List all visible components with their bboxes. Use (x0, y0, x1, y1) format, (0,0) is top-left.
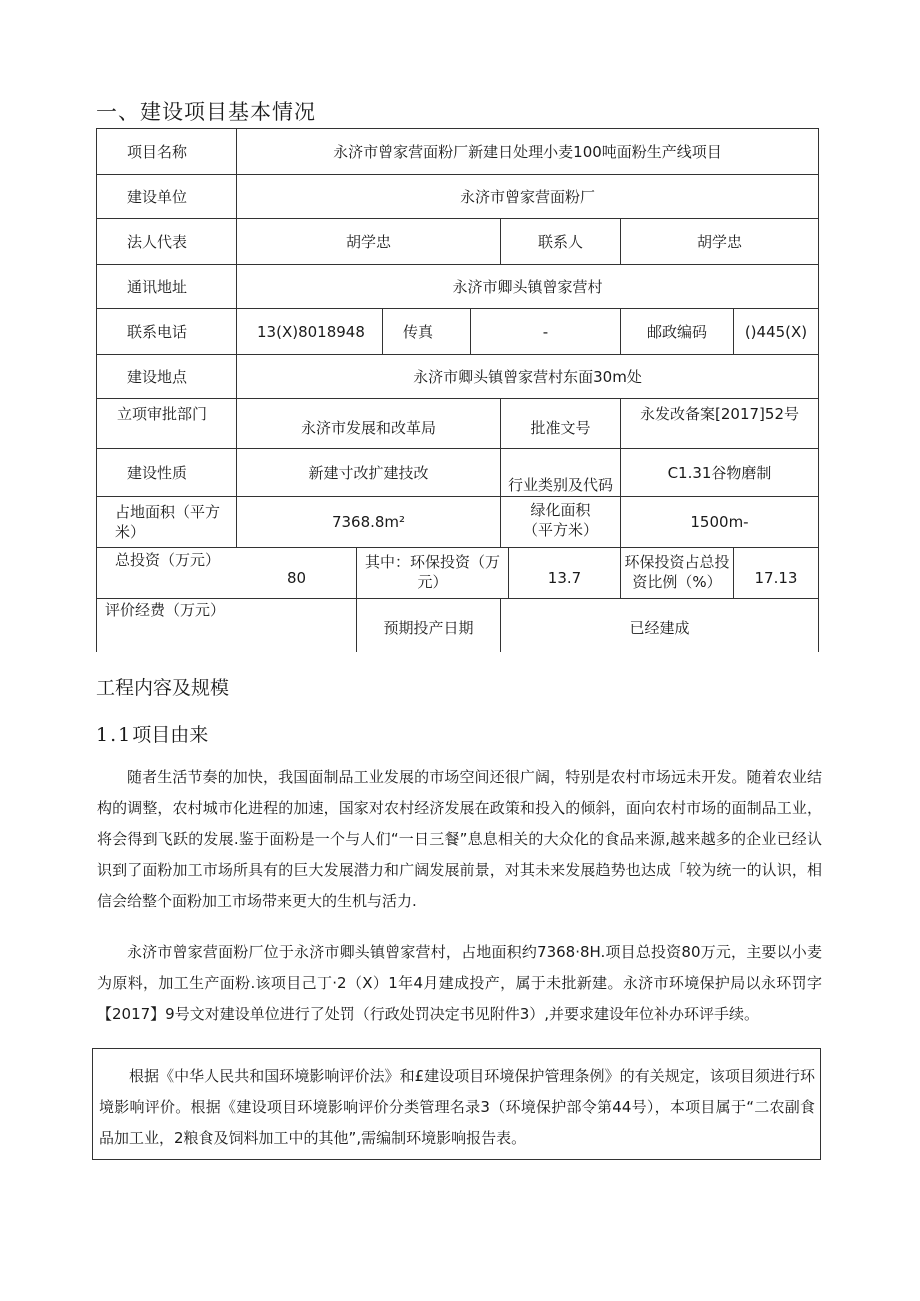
builder-value: 永济市曾家营面粉厂 (459, 187, 595, 206)
phone-label: 联系电话 (127, 322, 188, 341)
section2-title: 工程内容及规模 (96, 677, 230, 699)
green-label-line-1: 绿化面积 (530, 501, 591, 519)
phone-value: 13(X)8018948 (257, 322, 365, 341)
project-name-value: 永济市曾家营面粉厂新建日处理小麦100吨面粉生产线项目 (333, 142, 722, 161)
nature-label: 建设性质 (127, 463, 188, 482)
contact-value: 胡学忠 (696, 232, 742, 251)
project-name-label: 项目名称 (127, 142, 188, 161)
nature-value: 新建寸改扩建技改 (308, 463, 429, 482)
regulation-box (92, 1048, 821, 1160)
eval-fee-label: 评价经费（万元） (105, 601, 226, 619)
approval-no-value: 永发改备案[2017]52号 (640, 405, 799, 423)
subsection-number: 1.1 (96, 724, 133, 746)
green-label-line-2: （平方米） (522, 521, 598, 539)
address-label: 通讯地址 (127, 277, 188, 296)
area-label (97, 500, 236, 544)
postcode-label: 邮政编码 (646, 322, 707, 341)
area-value: 7368.8m² (331, 513, 406, 531)
industry-value: C1.31谷物磨制 (667, 463, 772, 482)
env-invest-label (357, 549, 508, 595)
paragraph-2: 永济市曾家营面粉厂位于永济市卿头镇曾家营村，占地面积约7368·8H.项目总投资80万元，主要以小麦为原料，加工生产面粉.该项目己丁·2（X）1年4月建成投产，属于未批新建。永济市环境保护局以永环罚字【2017】9号文对建设单位进行了处罚（行政处罚决定书见附件3）,并要求建设年位补办环评手续。 (97, 943, 822, 1023)
invest-value: 80 (286, 569, 307, 587)
fax-label: 传真 (403, 322, 434, 341)
start-date-value: 已经建成 (629, 619, 690, 637)
legal-rep-label: 法人代表 (127, 232, 188, 251)
approval-dept-label: 立项审批部门 (117, 405, 208, 423)
invest-label: 总投资（万元） (115, 551, 221, 569)
subsection-text: 项目由来 (132, 724, 209, 746)
env-ratio-value: 17.13 (754, 569, 798, 587)
paragraph-1: 随者生活节奏的加快，我国面制品工业发展的市场空间还很广阔，特别是农村市场远未开发。随着农业结构的调整，农村城市化进程的加速，国家对农村经济发展在政策和投入的倾斜，面向农村市场的面制品工业，将会得到飞跃的发展.鉴于面粉是一个与人们“一日三餐”息息相关的大众化的食品来源,越来越多的企业已经认识到了面粉加工市场所具有的巨大发展潜力和广阔发展前景，对其未来发展趋势也达成「较为统一的认识，相信会给整个面粉加工市场带来更大的生机与活力. (97, 768, 822, 910)
env-invest-label-line-2: 元） (417, 573, 448, 591)
approval-dept-value: 永济市发展和改革局 (300, 419, 436, 437)
contact-label: 联系人 (537, 232, 583, 251)
address-value: 永济市卿头镇曾家营村 (452, 277, 603, 296)
start-date-label: 预期投产日期 (383, 619, 474, 637)
approval-no-label: 批准文号 (530, 419, 591, 437)
fax-value: - (542, 322, 549, 341)
subsection-title (96, 720, 208, 747)
postcode-value: ()445(X) (744, 322, 808, 341)
env-invest-label-line-1: 其中：环保投资（万 (364, 553, 500, 571)
site-label: 建设地点 (127, 367, 188, 386)
env-ratio-label-line-2: 资比例（%） (632, 573, 722, 591)
env-ratio-label (621, 549, 733, 595)
builder-label: 建设单位 (127, 187, 188, 206)
env-invest-value: 13.7 (547, 569, 582, 587)
section-title: 一、建设项目基本情况 (96, 100, 316, 124)
paragraph-3: 根据《中华人民共和国环境影响评价法》和£建设项目环境保护管理条例》的有关规定，该项目须进行环境影响评价。根据《建设项目环境影响评价分类管理名录3（环境保护部令第44号），本项目属于“二农副食品加工业，2粮食及饲料加工中的其他”,需编制环境影响报告表。 (99, 1067, 815, 1147)
area-label-line-1: 占地面积（平方 (115, 503, 221, 521)
env-ratio-label-line-1: 环保投资占总投 (624, 553, 730, 571)
industry-label: 行业类别及代码 (507, 476, 613, 494)
site-value: 永济市卿头镇曾家营村东面30m处 (413, 367, 642, 386)
area-label-line-2: 米） (115, 523, 146, 541)
green-label (501, 500, 620, 546)
green-value: 1500m- (690, 513, 749, 531)
legal-rep-value: 胡学忠 (345, 232, 391, 251)
